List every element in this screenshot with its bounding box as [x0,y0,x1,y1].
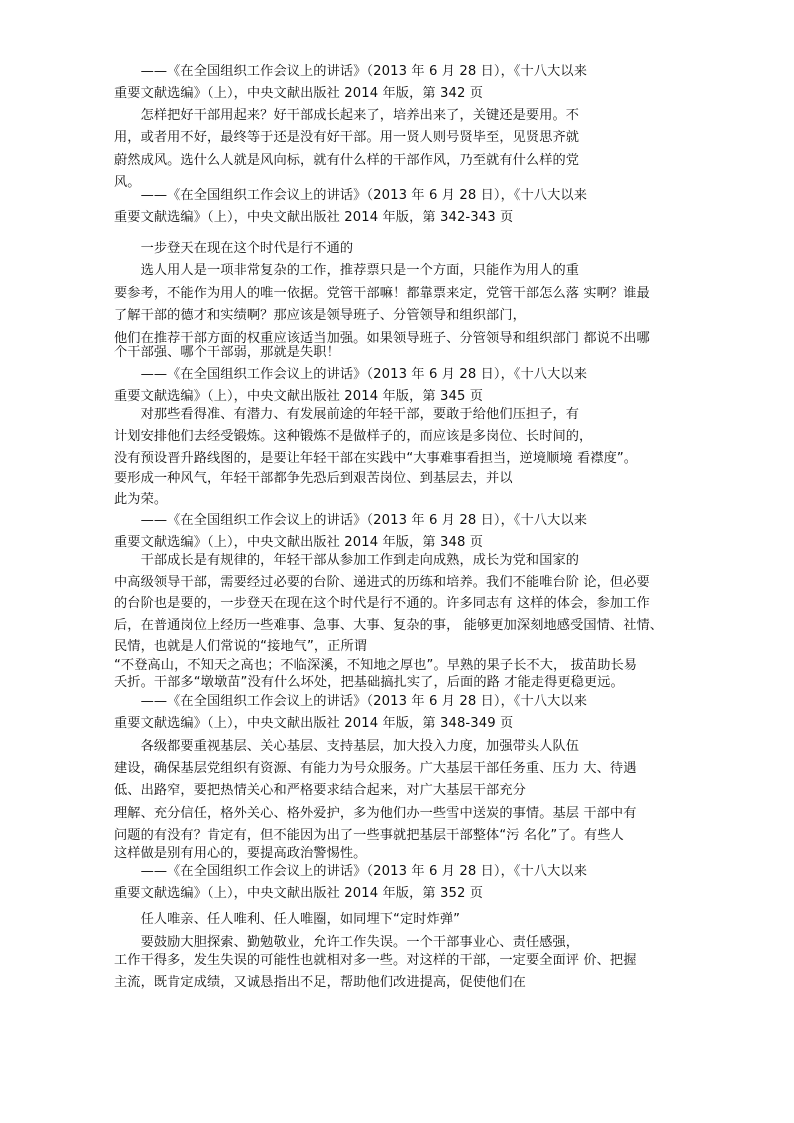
body-line: 工作干得多，发生失误的可能性也就相对多一些。对这样的干部，一定要全面评 价、把握 [114,953,637,968]
body-line: 问题的有没有？肯定有，但不能因为出了一些事就把基层干部整体“污 名化”了。有些人 [114,828,624,843]
body-line: 各级都要重视基层、关心基层、支持基层，加大投入力度，加强带头人队伍 [114,739,580,754]
citation-line: ——《在全国组织工作会议上的讲话》（2013 年 6 月 28 日），《十八大以来 [114,864,588,879]
body-line: 要鼓励大胆探索、勤勉敬业，允许工作失误。一个干部事业心、责任感强， [114,935,580,950]
body-line: 中高级领导干部，需要经过必要的台阶、递进式的历练和培养。我们不能唯台阶 论，但必要 [114,575,650,590]
body-line: 低、出路窄，要把热情关心和严格要求结合起来，对广大基层干部充分 [114,783,526,798]
citation-line: ——《在全国组织工作会议上的讲话》（2013 年 6 月 28 日），《十八大以来 [114,694,588,709]
body-line: 建设，确保基层党组织有资源、有能力为号众服务。广大基层干部任务重、压力 大、待遇 [114,761,637,776]
body-line: “不登高山，不知天之高也；不临深溪，不知地之厚也”。早熟的果子长不大， 拔苗助长易 [114,658,638,673]
body-line: 了解干部的德才和实绩啊？那应该是领导班子、分管领导和组织部门， [114,308,526,323]
body-line: 计划安排他们去经受锻炼。这种锻炼不是做样子的，而应该是多岗位、长时间的， [114,429,593,444]
citation-line: 重要文献选编》（上），中央文献出版社 2014 年版，第 345 页 [114,389,484,404]
citation-line: 重要文献选编》（上），中央文献出版社 2014 年版，第 348 页 [114,535,484,550]
body-line: 后，在普通岗位上经历一些难事、急事、大事、复杂的事， 能够更加深刻地感受国情、社情、 [114,618,664,633]
body-line: 他们在推荐干部方面的权重应该适当加强。如果领导班子、分管领导和组织部门 都说不出哪 [114,331,650,346]
body-line: 风。 [114,175,141,190]
body-line: 怎样把好干部用起来？好干部成长起来了，培养出来了，关键还是要用。不 [114,108,580,123]
citation-line: ——《在全国组织工作会议上的讲话》（2013 年 6 月 28 日），《十八大以来 [114,513,588,528]
body-line: 没有预设晋升路线图的，是要让年轻干部在实践中“大事难事看担当，逆境顺境 看襟度”。 [114,451,638,466]
body-line: 理解、充分信任，格外关心、格外爱护，多为他们办一些雪中送炭的事情。基层 干部中有 [114,806,637,821]
citation-line: 重要文献选编》（上），中央文献出版社 2014 年版，第 342 页 [114,86,484,101]
citation-line: ——《在全国组织工作会议上的讲话》（2013 年 6 月 28 日），《十八大以来 [114,64,588,79]
body-line: 用，或者用不好，最终等于还是没有好干部。用一贤人则号贤毕至，见贤思齐就 [114,130,580,145]
body-line: 干部成长是有规律的，年轻干部从参加工作到走向成熟，成长为党和国家的 [114,553,580,568]
body-line: 选人用人是一项非常复杂的工作，推荐票只是一个方面，只能作为用人的重 [114,263,580,278]
body-line: 要参考，不能作为用人的唯一依据。党管干部嘛！都靠票来定，党管干部怎么落 实啊？谁最 [114,286,650,301]
citation-line: 重要文献选编》（上），中央文献出版社 2014 年版，第 348-349 页 [114,716,514,731]
body-line: 蔚然成风。选什么人就是风向标，就有什么样的干部作风，乃至就有什么样的党 [114,153,580,168]
body-line: 这样做是别有用心的，要提高政治警惕性。 [114,846,367,861]
body-line: 夭折。干部多“墩墩苗”没有什么坏处，把基础搞扎实了，后面的路 才能走得更稳更远。 [114,675,624,690]
body-line: 要形成一种风气，年轻干部都争先恐后到艰苦岗位、到基层去，并以 [114,471,513,486]
body-line: 民情，也就是人们常说的“接地气”，正所谓 [114,639,368,654]
citation-line: ——《在全国组织工作会议上的讲话》（2013 年 6 月 28 日），《十八大以来 [114,188,588,203]
body-line: 的台阶也是要的，一步登天在现在这个时代是行不通的。许多同志有 这样的体会，参加工作 [114,596,650,611]
section-heading: 任人唯亲、任人唯利、任人唯圈，如同埋下“定时炸弹” [114,912,461,927]
section-heading: 一步登天在现在这个时代是行不通的 [114,241,354,256]
body-line: 此为荣。 [114,492,168,507]
citation-line: 重要文献选编》（上），中央文献出版社 2014 年版，第 352 页 [114,886,484,901]
citation-line: 重要文献选编》（上），中央文献出版社 2014 年版，第 342-343 页 [114,210,514,225]
citation-line: ——《在全国组织工作会议上的讲话》（2013 年 6 月 28 日），《十八大以来 [114,367,588,382]
body-line: 主流，既肯定成绩，又诚恳指出不足，帮助他们改进提高，促使他们在 [114,975,526,990]
body-line: 对那些看得准、有潜力、有发展前途的年轻干部，要敢于给他们压担子，有 [114,407,580,422]
body-line: 个干部强、哪个干部弱，那就是失职！ [114,345,340,360]
